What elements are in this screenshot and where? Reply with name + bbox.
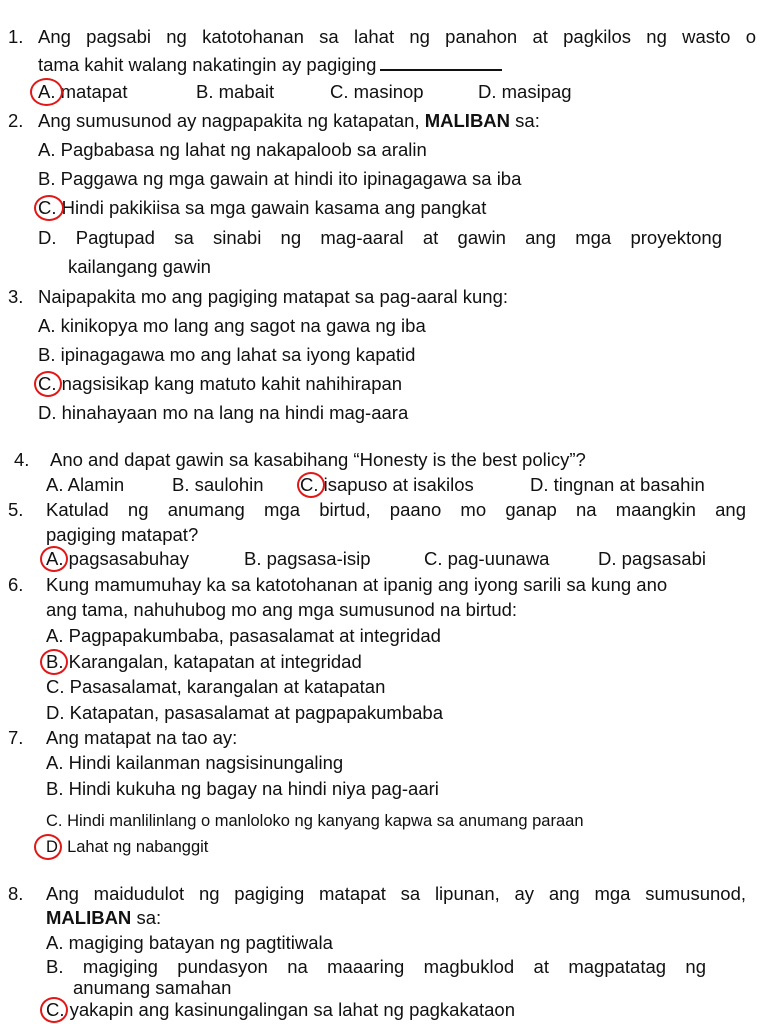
question-5 [8,499,746,521]
choice-b[interactable]: B. magiging pundasyon na maaaring magbuklod at magpatatag ng [46,956,706,977]
choice-a[interactable]: A. kinikopya mo lang ang sagot na gawa ng iba [38,315,426,336]
choice-c[interactable]: C. Hindi manlilinlang o manloloko ng kanyang kapwa sa anumang paraan [46,812,584,830]
choice-a[interactable]: A. pagsasabuhay [46,548,189,569]
question-number: 5. [8,499,24,520]
choice-a[interactable]: A. Hindi kailanman nagsisinungaling [46,752,344,773]
question-stem: Kung mamumuhay ka sa katotohanan at ipanig ang iyong sarili sa kung ano [46,574,668,595]
choice-a[interactable]: A. Pagbabasa ng lahat ng nakapaloob sa aralin [38,139,427,160]
answer-circle [40,546,68,572]
choice-d[interactable]: D. masipag [478,81,572,102]
choice-b[interactable]: B. mabait [196,81,275,102]
question-number: 6. [8,574,24,595]
question-4 [14,449,586,471]
choice-d-cont: kailangang gawin [68,256,211,277]
choice-a[interactable]: A. Alamin [46,474,125,495]
question-stem-end: sa: [515,110,540,131]
choice-b[interactable]: B. Paggawa ng mga gawain at hindi ito ipinagagawa sa iba [38,168,522,189]
question-1 [8,26,756,48]
question-stem: Ang maidudulot ng pagiging matapat sa lipunan, ay ang mga sumusunod, [46,883,746,904]
question-number: 3. [8,286,24,307]
question-stem: Ang pagsabi ng katotohanan sa lahat ng panahon at pagkilos ng wasto o [38,26,756,47]
choice-a[interactable]: A. Pagpapakumbaba, pasasalamat at integridad [46,625,441,646]
answer-circle [297,472,325,498]
choice-c[interactable]: C. pag-uunawa [424,548,550,569]
choice-c[interactable]: C. Hindi pakikiisa sa mga gawain kasama ang pangkat [38,197,487,218]
choice-d[interactable]: D. pagsasabi [598,548,706,569]
choice-c[interactable]: C. masinop [330,81,424,102]
question-5-stem-cont: pagiging matapat? [46,524,199,545]
question-6-stem-cont: ang tama, nahuhubog mo ang mga sumusunod na birtud: [46,599,518,620]
answer-circle [30,78,63,106]
choice-c[interactable]: C. nagsisikap kang matuto kahit nahihirapan [38,373,403,394]
choice-b[interactable]: B. Hindi kukuha ng bagay na hindi niya pag-aari [46,778,439,799]
question-3 [8,286,508,308]
question-stem: Ano and dapat gawin sa kasabihang “Honesty is the best policy”? [50,449,586,470]
choice-d[interactable]: D. Pagtupad sa sinabi ng mag-aaral at gawin ang mga proyektong [38,227,722,248]
question-7 [8,727,237,749]
question-number: 4. [14,449,30,470]
question-stem-end: sa: [136,907,162,928]
choice-d[interactable]: D. Lahat ng nabanggit [46,838,209,856]
question-stem: Naipapakita mo ang pagiging matapat sa pag-aaral kung: [38,286,509,307]
question-stem: Ang matapat na tao ay: [46,727,238,748]
question-stem: Katulad ng anumang mga birtud, paano mo ganap na maangkin ang [46,499,746,520]
choice-b-cont: anumang samahan [73,977,232,998]
question-1-stem-cont [38,54,502,76]
choice-a[interactable]: A. matapat [38,81,128,102]
choice-a[interactable]: A. magiging batayan ng pagtitiwala [46,932,333,953]
question-number: 2. [8,110,24,131]
question-stem: Ang sumusunod ay nagpapakita ng katapatan, [38,110,420,131]
question-6 [8,574,746,596]
choice-b[interactable]: B. ipinagagawa mo ang lahat sa iyong kapatid [38,344,416,365]
question-number: 7. [8,727,24,748]
answer-circle [40,997,68,1023]
question-number: 1. [8,26,24,47]
choice-d[interactable]: D. tingnan at basahin [530,474,705,495]
question-8 [8,883,746,905]
answer-circle [34,371,62,397]
choice-b[interactable]: B. saulohin [172,474,264,495]
answer-circle [40,649,68,675]
question-stem-bold: MALIBAN [46,907,132,928]
choice-b[interactable]: B. pagsasa-isip [244,548,371,569]
question-number: 8. [8,883,24,904]
choice-c[interactable]: C. isapuso at isakilos [300,474,474,495]
question-stem-bold: MALIBAN [424,110,511,131]
choice-d[interactable]: D. Katapatan, pasasalamat at pagpapakumbaba [46,702,444,723]
question-8-stem-cont [46,907,161,929]
choice-b[interactable]: B. Karangalan, katapatan at integridad [46,651,362,672]
choice-d[interactable]: D. hinahayaan mo na lang na hindi mag-aara [38,402,409,423]
question-2 [8,110,540,132]
question-stem-line: tama kahit walang nakatingin ay pagiging [38,54,377,75]
answer-circle [34,834,62,860]
answer-blank [380,55,502,71]
choice-c[interactable]: C. Pasasalamat, karangalan at katapatan [46,676,386,697]
choice-c[interactable]: C. yakapin ang kasinungalingan sa lahat ng pagkakataon [46,999,516,1020]
answer-circle [34,195,64,221]
